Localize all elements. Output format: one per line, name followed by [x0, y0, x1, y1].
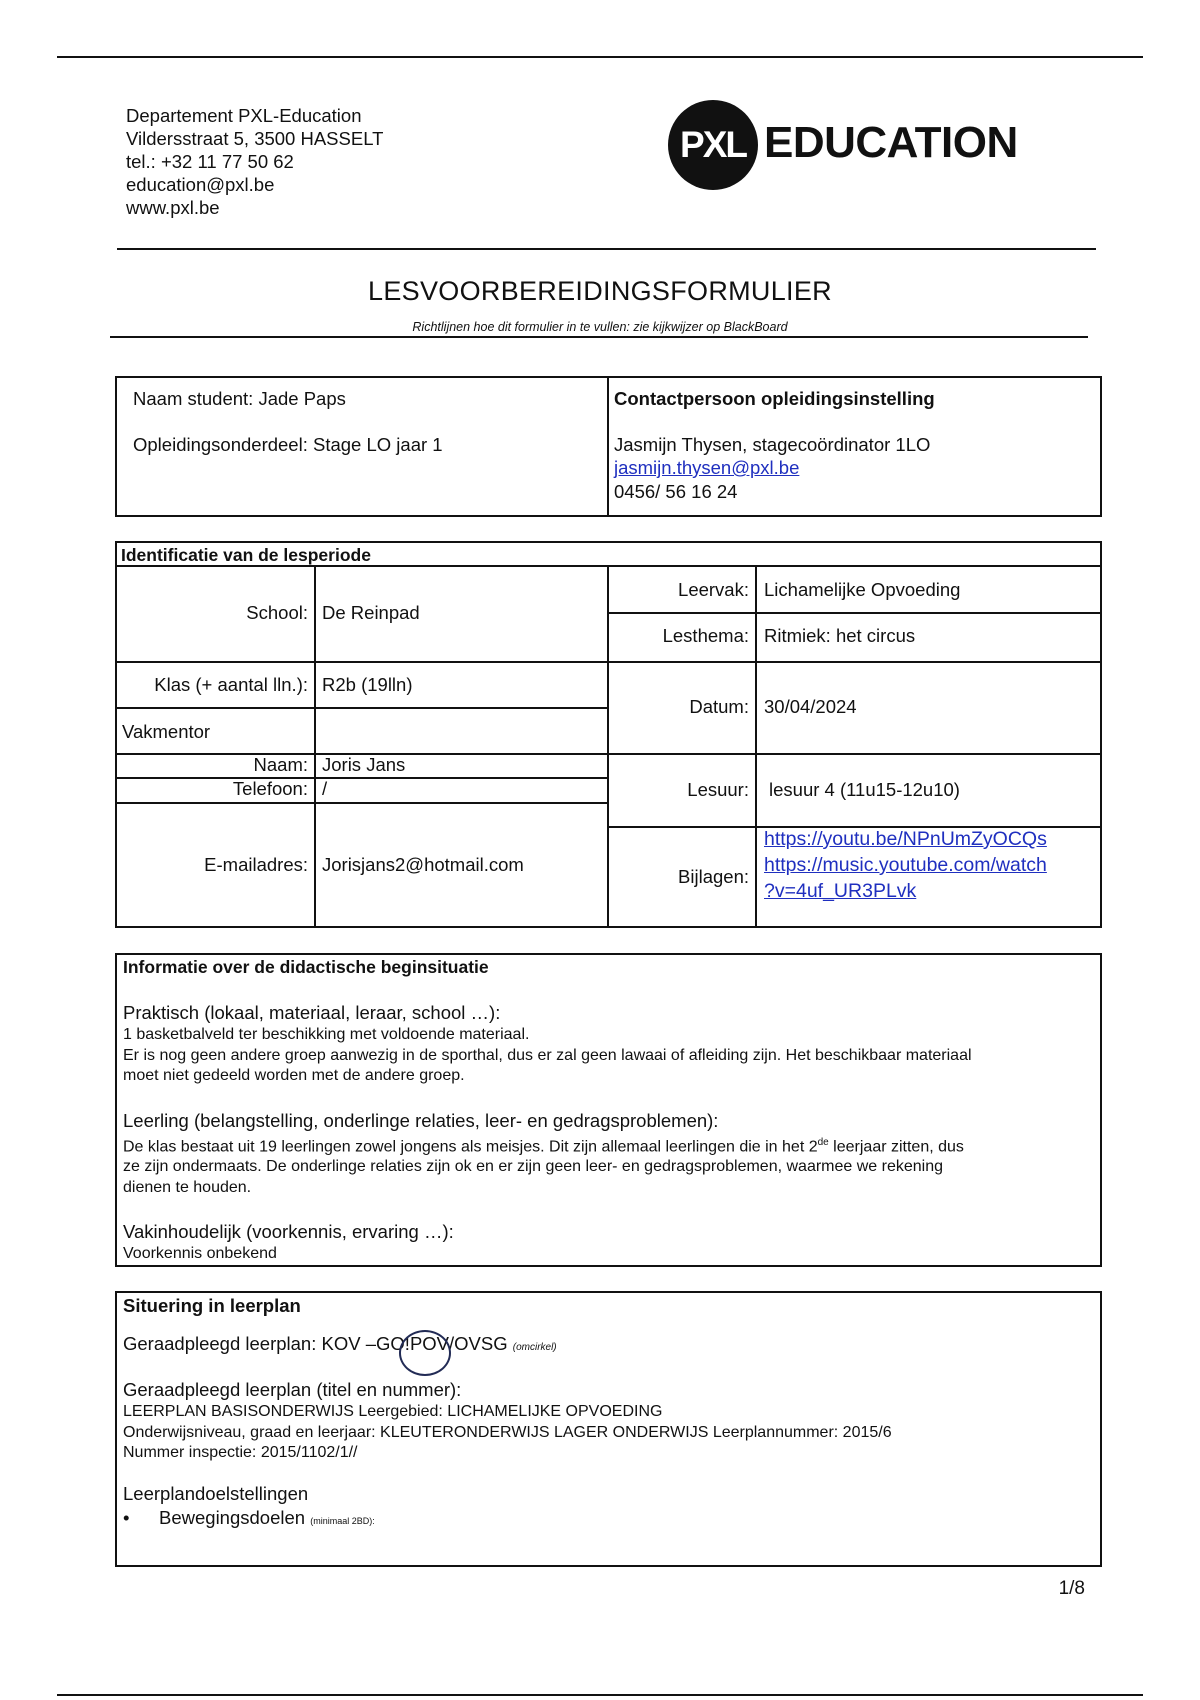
goal-label: Bewegingsdoelen — [159, 1506, 306, 1528]
top-rule — [57, 56, 1143, 58]
theme-label: Lesthema: — [662, 625, 749, 646]
attachment-link[interactable]: https://youtu.be/NPnUmZyOCQs — [764, 828, 1047, 850]
practical-heading: Praktisch (lokaal, materiaal, leraar, school …): — [123, 1002, 501, 1023]
title-rule — [110, 336, 1088, 338]
address-line: education@pxl.be — [126, 174, 275, 195]
attachment-link[interactable]: https://music.youtube.com/watch — [764, 854, 1047, 876]
contact-heading: Contactpersoon opleidingsinstelling — [614, 388, 935, 409]
curriculum-heading: Situering in leerplan — [123, 1295, 301, 1316]
address-line: www.pxl.be — [126, 197, 220, 218]
header-rule — [117, 248, 1096, 250]
identification-heading: Identificatie van de lesperiode — [121, 545, 371, 565]
address-line: tel.: +32 11 77 50 62 — [126, 151, 294, 172]
title-line: Onderwijsniveau, graad en leerjaar: KLEUTERONDERWIJS LAGER ONDERWIJS Leerplannummer: 2015/6 — [123, 1423, 892, 1441]
didactic-heading: Informatie over de didactische beginsituatie — [123, 957, 489, 977]
consulted-curriculum — [123, 1332, 1093, 1360]
row-line — [607, 612, 1102, 614]
consulted-hint: (omcirkel) — [512, 1342, 557, 1353]
title-heading: Geraadpleegd leerplan (titel en nummer): — [123, 1379, 462, 1400]
address-line: Vildersstraat 5, 3500 HASSELT — [126, 128, 384, 149]
page-subtitle: Richtlijnen hoe dit formulier in te vullen: zie kijkwijzer op BlackBoard — [412, 320, 788, 334]
attachment-link[interactable]: ?v=4uf_UR3PLvk — [764, 880, 917, 902]
content-heading: Vakinhoudelijk (voorkennis, ervaring …): — [123, 1221, 454, 1243]
student-part: Opleidingsonderdeel: Stage LO jaar 1 — [133, 434, 443, 455]
col-line — [314, 565, 316, 928]
phone-label: Telefoon: — [232, 778, 308, 799]
address-line: Departement PXL-Education — [126, 105, 362, 126]
theme-value: Ritmiek: het circus — [764, 625, 916, 646]
consulted-selected: GO! — [376, 1333, 410, 1354]
practical-line: moet niet gedeeld worden met de andere groep. — [123, 1067, 465, 1084]
date-label: Datum: — [689, 696, 749, 717]
logo-word: EDUCATION — [764, 118, 1018, 167]
consulted-suffix: POV/OVSG — [409, 1333, 508, 1354]
page-title: LESVOORBEREIDINGSFORMULIER — [368, 276, 832, 306]
pupil-line: dienen te houden. — [123, 1178, 252, 1196]
contact-phone: 0456/ 56 16 24 — [614, 481, 738, 502]
subject-value: Lichamelijke Opvoeding — [764, 579, 961, 600]
content-text: Voorkennis onbekend — [123, 1245, 277, 1263]
logo-mark: PXL — [668, 100, 758, 190]
row-line — [115, 707, 609, 709]
pupil-line — [123, 1133, 1093, 1158]
contact-name: Jasmijn Thysen, stagecoördinator 1LO — [614, 434, 931, 455]
title-line: LEERPLAN BASISONDERWIJS Leergebied: LICHAMELIJKE OPVOEDING — [123, 1403, 663, 1420]
email-label: E-mailadres: — [204, 854, 308, 875]
student-name: Naam student: Jade Paps — [133, 388, 346, 409]
bottom-rule — [57, 1694, 1143, 1696]
class-value: R2b (19lln) — [322, 674, 413, 695]
row-line — [607, 661, 1102, 663]
address-block — [126, 104, 383, 219]
row-line — [115, 802, 609, 804]
pupil-superscript: de — [817, 1136, 829, 1148]
selection-circle-icon — [399, 1330, 451, 1376]
goal-item — [123, 1506, 1093, 1533]
curriculum-section — [123, 1294, 1093, 1533]
col-line — [755, 565, 757, 928]
school-value: De Reinpad — [322, 602, 420, 623]
mentor-name-label: Naam: — [253, 754, 308, 775]
date-value: 30/04/2024 — [764, 696, 857, 717]
goals-heading: Leerplandoelstellingen — [123, 1482, 309, 1504]
pupil-text: De klas bestaat uit 19 leerlingen zowel jongens als meisjes. Dit zijn allemaal leerlingen die in het 2 — [123, 1137, 818, 1155]
consulted-prefix: Geraadpleegd leerplan: KOV – — [123, 1333, 377, 1354]
email-value: Jorisjans2@hotmail.com — [322, 854, 524, 875]
school-label: School: — [246, 602, 308, 623]
bullet: • — [123, 1506, 130, 1528]
page-number: 1/8 — [1058, 1578, 1085, 1599]
contact-email-link[interactable]: jasmijn.thysen@pxl.be — [614, 457, 800, 478]
pupil-line: ze zijn ondermaats. De onderlinge relaties zijn ok en er zijn geen leer- en gedragsproblemen, waarmee we rekening — [123, 1158, 944, 1176]
mentor-label: Vakmentor — [122, 721, 211, 742]
pupil-heading: Leerling (belangstelling, onderlinge relaties, leer- en gedragsproblemen): — [123, 1109, 719, 1131]
phone-value: / — [322, 778, 328, 799]
didactic-section — [123, 955, 1093, 1265]
mentor-name-value: Joris Jans — [322, 754, 406, 775]
row-line — [607, 753, 1102, 755]
goal-hint: (minimaal 2BD): — [310, 1515, 375, 1526]
hour-label: Lesuur: — [687, 779, 749, 800]
title-line: Nummer inspectie: 2015/1102/1// — [123, 1444, 358, 1461]
practical-line: 1 basketbalveld ter beschikking met voldoende materiaal. — [123, 1026, 530, 1043]
class-label: Klas (+ aantal lln.): — [154, 674, 308, 695]
student-divider — [607, 376, 609, 517]
subject-label: Leervak: — [678, 579, 749, 600]
hour-value: lesuur 4 (11u15-12u10) — [769, 779, 960, 800]
row-line — [115, 661, 609, 663]
pxl-logo-icon — [668, 100, 1078, 192]
practical-line: Er is nog geen andere groep aanwezig in de sporthal, dus er zal geen lawaai of afleiding zijn. Het beschikbaar materiaal — [123, 1046, 972, 1064]
attachments-label: Bijlagen: — [678, 866, 749, 887]
pupil-text: leerjaar zitten, dus — [828, 1137, 964, 1155]
